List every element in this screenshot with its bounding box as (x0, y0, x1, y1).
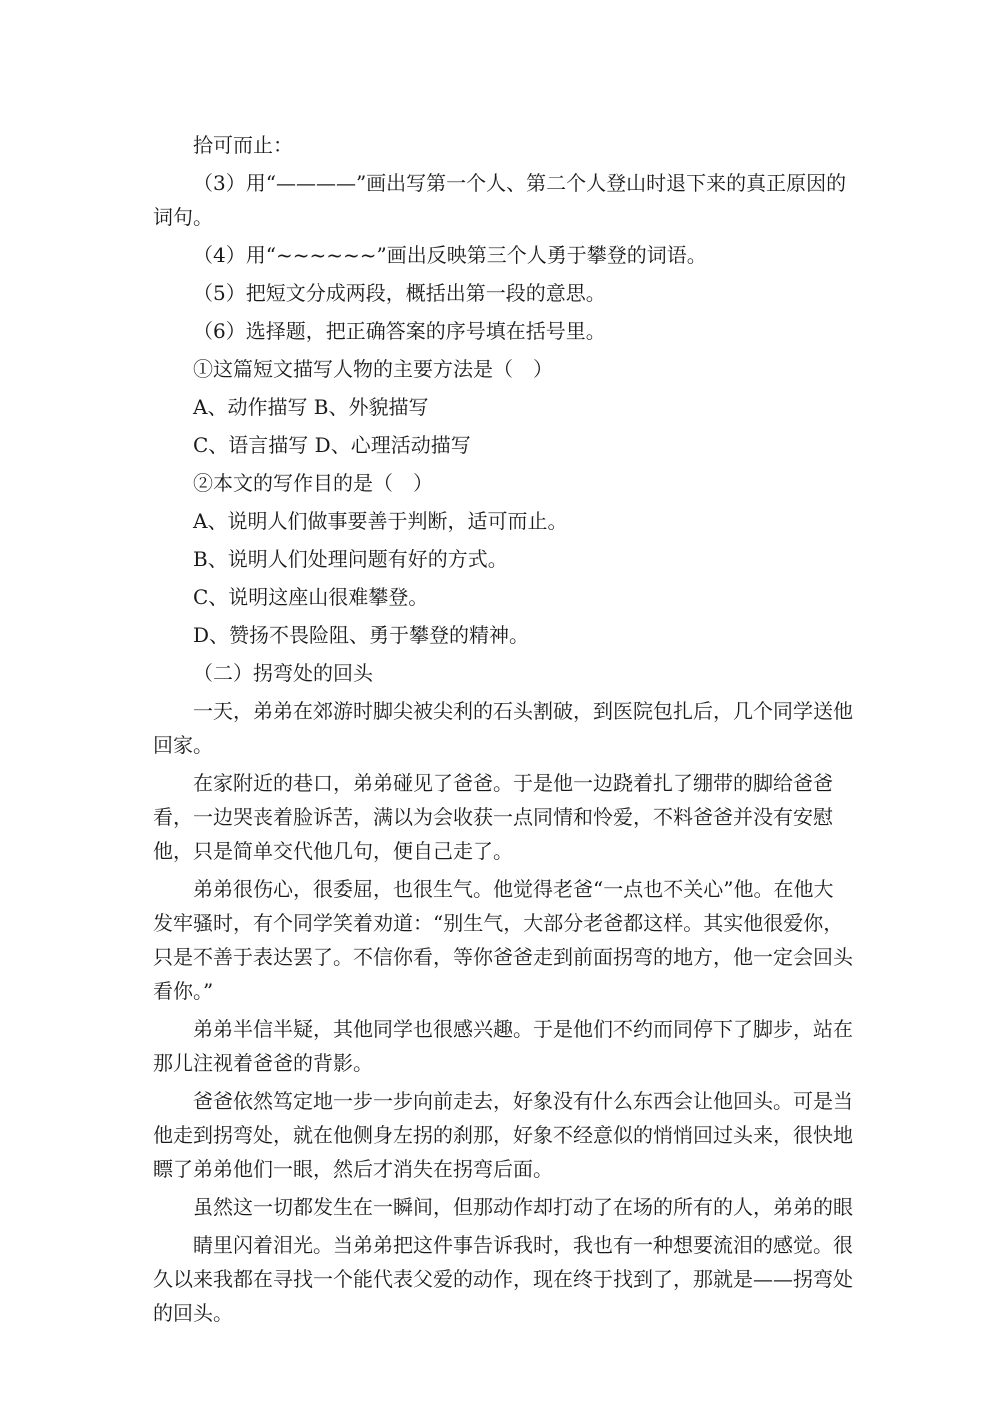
option-c-d-1: C、语言描写 D、心理活动描写 (193, 433, 471, 457)
document-page (153, 128, 853, 1334)
option-a-2: A、说明人们做事要善于判断，适可而止。 (193, 509, 568, 533)
question-3: （3）用“————”画出写第一个人、第二个人登山时退下来的真正原因的词句。 (153, 171, 847, 229)
option-a-b-1: A、动作描写 B、外貌描写 (193, 395, 429, 419)
story-paragraph-1: 一天，弟弟在郊游时脚尖被尖利的石头割破，到医院包扎后，几个同学送他回家。 (153, 699, 853, 757)
story-paragraph-4: 弟弟半信半疑，其他同学也很感兴趣。于是他们不约而同停下了脚步，站在那儿注视着爸爸的背影。 (153, 1017, 853, 1075)
story-paragraph-3: 弟弟很伤心，很委屈，也很生气。他觉得老爸“一点也不关心”他。在他大发牢骚时，有个同学笑着劝道：“别生气，大部分老爸都这样。其实他很爱你，只是不善于表达罢了。不信你看，等你爸爸走到前面拐弯的地方，他一定会回头看你。” (153, 877, 853, 1003)
paragraph-line-1: 拾可而止： (193, 133, 293, 157)
question-5: （5）把短文分成两段，概括出第一段的意思。 (193, 281, 606, 305)
option-b-2: B、说明人们处理问题有好的方式。 (193, 547, 508, 571)
story-paragraph-6: 虽然这一切都发生在一瞬间，但那动作却打动了在场的所有的人，弟弟的眼 (193, 1195, 853, 1219)
story-paragraph-2: 在家附近的巷口，弟弟碰见了爸爸。于是他一边跷着扎了绷带的脚给爸爸看，一边哭丧着脸诉苦，满以为会收获一点同情和怜爱，不料爸爸并没有安慰他，只是简单交代他几句，便自己走了。 (153, 771, 833, 863)
question-6: （6）选择题，把正确答案的序号填在括号里。 (193, 319, 606, 343)
option-c-2: C、说明这座山很难攀登。 (193, 585, 429, 609)
sub-question-1: ①这篇短文描写人物的主要方法是（ ） (193, 357, 553, 381)
story-paragraph-5: 爸爸依然笃定地一步一步向前走去，好象没有什么东西会让他回头。可是当他走到拐弯处，就在他侧身左拐的刹那，好象不经意似的悄悄回过头来，很快地瞟了弟弟他们一眼，然后才消失在拐弯后面。 (153, 1089, 853, 1181)
option-d-2: D、赞扬不畏险阻、勇于攀登的精神。 (193, 623, 530, 647)
sub-question-2: ②本文的写作目的是（ ） (193, 471, 433, 495)
section-title: （二）拐弯处的回头 (193, 661, 373, 685)
question-4: （4）用“~~~~~~”画出反映第三个人勇于攀登的词语。 (193, 243, 707, 267)
story-paragraph-7: 睛里闪着泪光。当弟弟把这件事告诉我时，我也有一种想要流泪的感觉。很久以来我都在寻找一个能代表父爱的动作，现在终于找到了，那就是——拐弯处的回头。 (153, 1233, 853, 1325)
